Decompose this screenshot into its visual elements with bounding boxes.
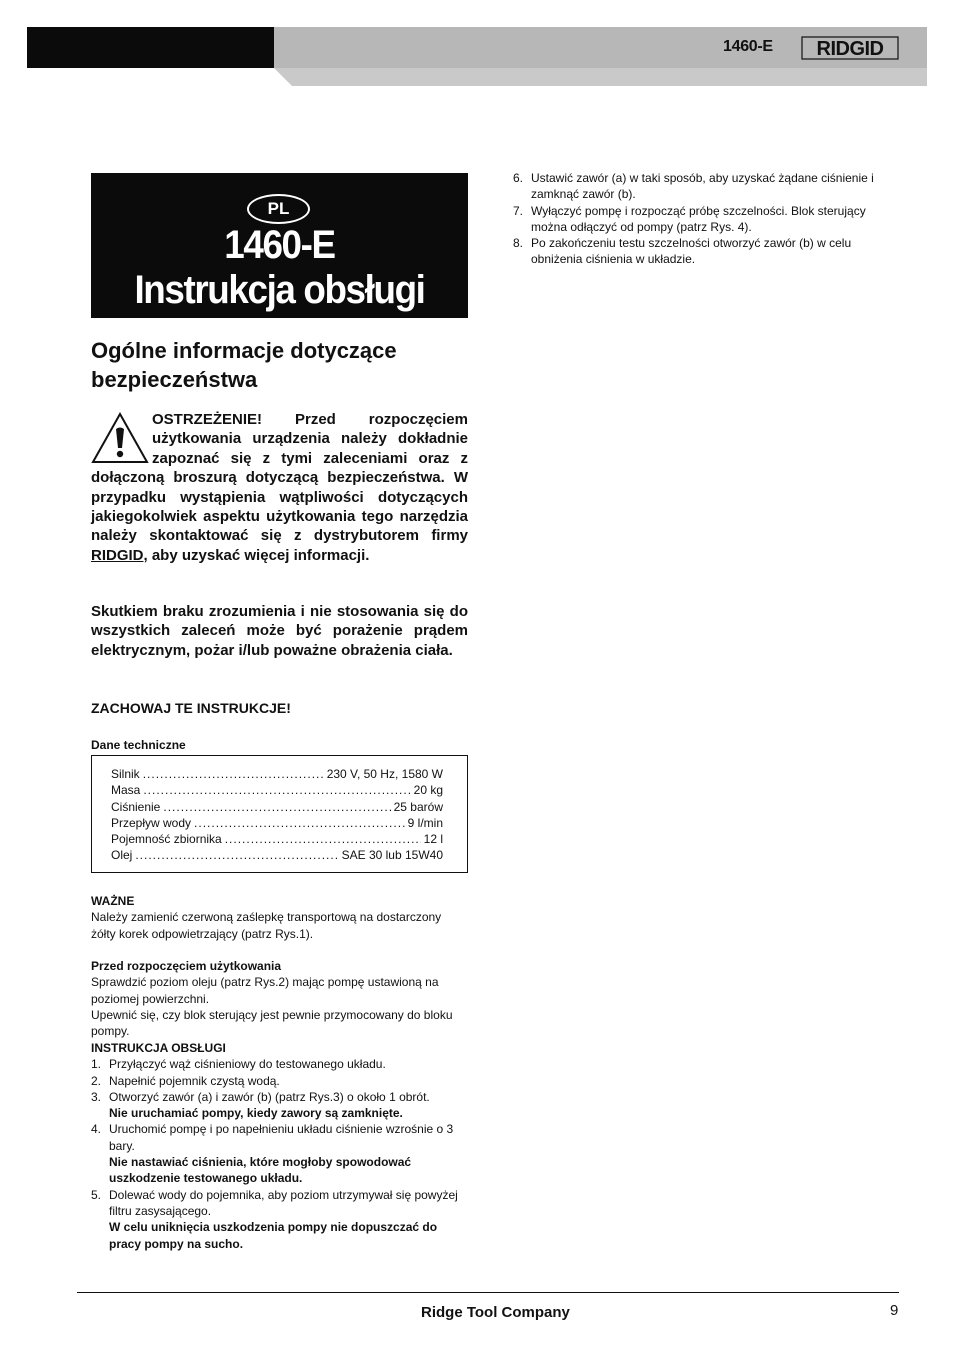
title-manual: Instrukcja obsługi bbox=[134, 268, 425, 312]
title-model: 1460-E bbox=[224, 223, 335, 267]
step-number: 3. bbox=[91, 1089, 102, 1104]
section-heading: Ogólne informacje dotyczące bezpieczeństwa bbox=[91, 338, 397, 392]
tech-row bbox=[111, 831, 443, 847]
instruction-step bbox=[91, 1121, 468, 1186]
tech-value: SAE 30 lub 15W40 bbox=[341, 848, 443, 863]
warning-lead: OSTRZEŻENIE! bbox=[152, 411, 263, 428]
instructions-continued bbox=[513, 170, 883, 268]
tech-row bbox=[111, 766, 443, 782]
step-caution: Nie uruchamiać pompy, kiedy zawory są zamknięte. bbox=[109, 1106, 403, 1121]
important-block bbox=[91, 893, 468, 942]
important-text: Należy zamienić czerwoną zaślepkę transportową na dostarczony żółty korek odpowietrzający (patrz Rys.1). bbox=[91, 910, 442, 941]
tech-label: Masa bbox=[111, 783, 141, 798]
warning-consequence: Skutkiem braku zrozumienia i nie stosowania się do wszystkich zaleceń może być porażenie prądem elektrycznym, pożar i/lub poważne obrażenia ciała. bbox=[91, 603, 468, 659]
step-number: 8. bbox=[513, 236, 524, 251]
header-model: 1460-E bbox=[723, 38, 773, 55]
step-text: Dolewać wody do pojemnika, aby poziom utrzymywał się powyżej filtru zasysającego. bbox=[109, 1187, 458, 1218]
instruction-step bbox=[513, 203, 883, 236]
step-text: Otworzyć zawór (a) i zawór (b) (patrz Rys.3) o około 1 obrót. bbox=[109, 1089, 430, 1104]
leader-dots bbox=[135, 847, 338, 863]
footer-company: Ridge Tool Company bbox=[421, 1304, 570, 1321]
tech-data-table bbox=[91, 755, 468, 873]
tech-label: Silnik bbox=[111, 767, 140, 781]
instruction-step bbox=[91, 1073, 468, 1089]
language-badge: PL bbox=[247, 194, 310, 224]
header-grey-strip bbox=[274, 68, 927, 86]
tech-value: 25 barów bbox=[393, 799, 443, 814]
tech-value: 230 V, 50 Hz, 1580 W bbox=[326, 767, 443, 781]
brand-link-text: RIDGID bbox=[91, 546, 144, 564]
leader-dots bbox=[143, 782, 410, 798]
leader-dots bbox=[194, 815, 405, 831]
page-number: 9 bbox=[890, 1302, 899, 1319]
instruction-step bbox=[513, 170, 883, 203]
tech-value: 20 kg bbox=[413, 783, 443, 798]
before-use-p2: Upewnić się, czy blok sterujący jest pewnie przymocowany do bloku pompy. bbox=[91, 1007, 453, 1039]
instructions-block bbox=[91, 1040, 468, 1252]
leader-dots bbox=[143, 766, 324, 782]
before-use-heading: Przed rozpoczęciem użytkowania bbox=[91, 959, 282, 973]
tech-label: Ciśnienie bbox=[111, 799, 161, 814]
instruction-step bbox=[513, 235, 883, 268]
warning-body: Przed rozpoczęciem użytkowania urządzenia należy dokładnie zapoznać się z tymi zaleceniami oraz z dołączoną broszurą dotyczącą bezpieczeństwa. W przypadku wystąpienia wątpliwości dotyczących jakiegokolwiek aspektu użytkowania tego narzędzia należy skontaktować się z dystrybutorem firmy bbox=[91, 411, 468, 545]
before-use-block bbox=[91, 958, 468, 1039]
instructions-list-continued bbox=[513, 170, 883, 268]
tech-data-rows bbox=[111, 766, 443, 864]
important-heading: WAŻNE bbox=[91, 894, 135, 908]
tech-value: 12 l bbox=[423, 832, 443, 847]
instruction-step bbox=[91, 1056, 468, 1072]
warning-body-end: , aby uzyskać więcej informacji. bbox=[143, 546, 370, 564]
warning-paragraph bbox=[91, 410, 468, 565]
step-caution: W celu uniknięcia uszkodzenia pompy nie dopuszczać do pracy pompy na sucho. bbox=[109, 1220, 438, 1251]
step-text: Ustawić zawór (a) w taki sposób, aby uzyskać żądane ciśnienie i zamknąć zawór (b). bbox=[531, 171, 874, 202]
instructions-heading: INSTRUKCJA OBSŁUGI bbox=[91, 1041, 226, 1055]
tech-row bbox=[111, 847, 443, 863]
leader-dots bbox=[163, 799, 390, 815]
step-number: 1. bbox=[91, 1057, 102, 1072]
footer-rule bbox=[77, 1292, 899, 1293]
tech-label: Pojemność zbiornika bbox=[111, 832, 222, 847]
title-box bbox=[91, 173, 468, 318]
instruction-step bbox=[91, 1187, 468, 1252]
ridgid-logo bbox=[801, 35, 899, 61]
step-number: 6. bbox=[513, 171, 524, 185]
tech-data-title: Dane techniczne bbox=[91, 738, 186, 752]
tech-value: 9 l/min bbox=[407, 815, 443, 830]
tech-row bbox=[111, 815, 443, 831]
step-number: 5. bbox=[91, 1187, 102, 1202]
step-text: Napełnić pojemnik czystą wodą. bbox=[109, 1073, 280, 1088]
step-number: 7. bbox=[513, 203, 524, 218]
step-text: Po zakończeniu testu szczelności otworzyć zawór (b) w celu obniżenia ciśnienia w układzie. bbox=[531, 236, 852, 267]
keep-instructions: ZACHOWAJ TE INSTRUKCJE! bbox=[91, 700, 291, 716]
instruction-step bbox=[91, 1089, 468, 1122]
svg-text:RIDGID: RIDGID bbox=[816, 38, 884, 60]
tech-row bbox=[111, 782, 443, 798]
tech-label: Olej bbox=[111, 848, 133, 863]
step-number: 2. bbox=[91, 1073, 102, 1088]
before-use-p1: Sprawdzić poziom oleju (patrz Rys.2) mając pompę ustawioną na poziomej powierzchni. bbox=[91, 975, 439, 1006]
step-text: Uruchomić pompę i po napełnieniu układu ciśnienie wzrośnie o 3 bary. bbox=[109, 1122, 454, 1153]
step-caution: Nie nastawiać ciśnienia, które mogłoby spowodować uszkodzenie testowanego układu. bbox=[109, 1155, 412, 1186]
header-black-block bbox=[27, 27, 274, 68]
instructions-list bbox=[91, 1056, 468, 1252]
tech-label: Przepływ wody bbox=[111, 815, 192, 830]
step-text: Przyłączyć wąż ciśnieniowy do testowanego układu. bbox=[109, 1057, 386, 1072]
tech-row bbox=[111, 799, 443, 815]
step-number: 4. bbox=[91, 1122, 102, 1137]
step-text: Wyłączyć pompę i rozpocząć próbę szczelności. Blok sterujący można odłączyć od pompy (patrz Rys. 4). bbox=[531, 203, 866, 234]
leader-dots bbox=[225, 831, 421, 847]
